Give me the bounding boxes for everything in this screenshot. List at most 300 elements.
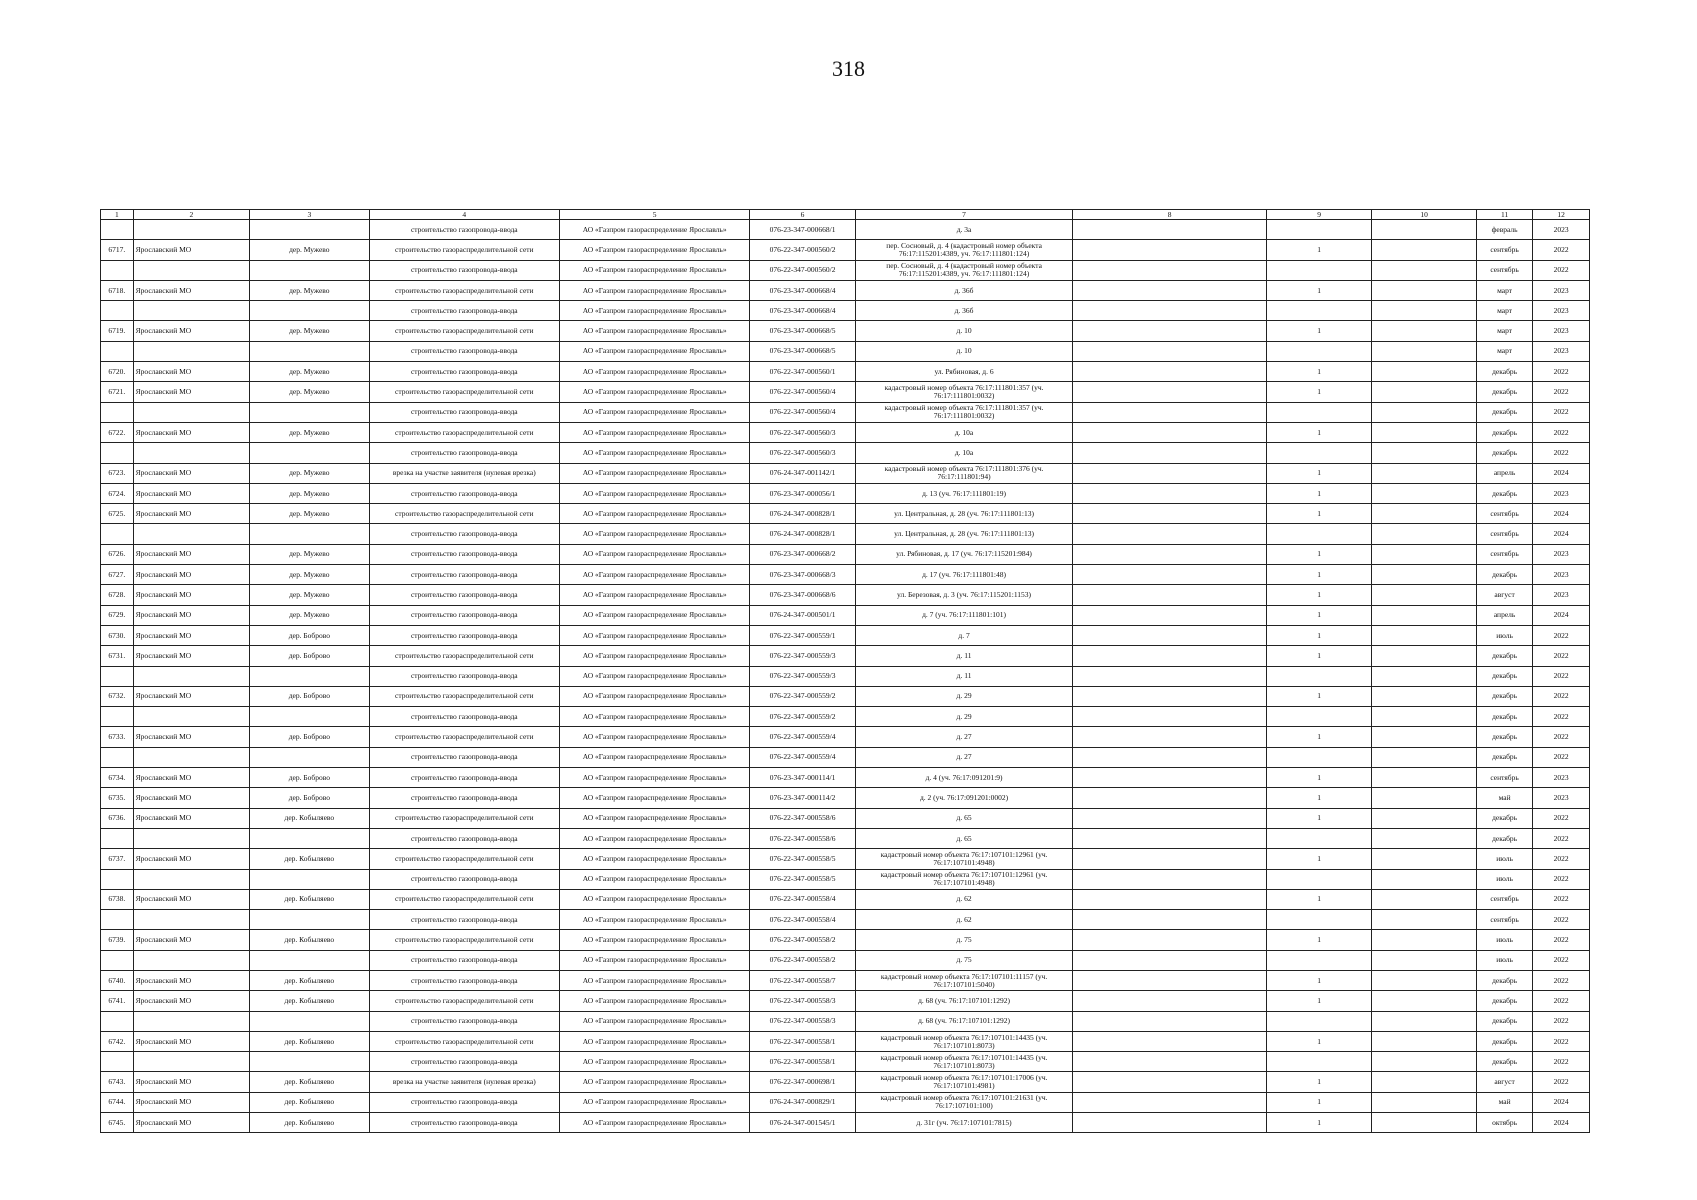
table-row (101, 1113, 1590, 1133)
table-cell-col-1: 6727. (101, 565, 134, 585)
table-cell-col-5: АО «Газпром газораспределение Ярославль» (559, 991, 749, 1011)
table-cell-col-12: 2022 (1533, 970, 1590, 990)
table-cell-col-2: Ярославский МО (133, 849, 249, 869)
table-cell-col-7: кадастровый номер объекта 76:17:107101:17006 (уч. 76:17:107101:4981) (855, 1072, 1073, 1092)
table-cell-col-4: строительство газораспределительной сети (369, 930, 559, 950)
table-row (101, 463, 1590, 483)
table-cell-col-7: д. 7 (855, 625, 1073, 645)
table-row (101, 707, 1590, 727)
table-cell-col-9: 1 (1266, 788, 1372, 808)
table-cell-col-8 (1073, 362, 1267, 382)
table-cell-col-1 (101, 402, 134, 422)
table-cell-col-1 (101, 707, 134, 727)
table-cell-col-2: Ярославский МО (133, 585, 249, 605)
table-cell-col-8 (1073, 747, 1267, 767)
table-cell-col-1 (101, 666, 134, 686)
table-cell-col-4: строительство газопровода-ввода (369, 524, 559, 544)
table-cell-col-9: 1 (1266, 321, 1372, 341)
table-cell-col-9 (1266, 524, 1372, 544)
table-cell-col-9: 1 (1266, 422, 1372, 442)
table-cell-col-5: АО «Газпром газораспределение Ярославль» (559, 260, 749, 280)
table-cell-col-6: 076-22-347-000560/4 (750, 382, 856, 402)
table-cell-col-3: дер. Кобыляево (250, 930, 370, 950)
table-row (101, 585, 1590, 605)
table-cell-col-11: апрель (1476, 463, 1533, 483)
table-cell-col-10 (1372, 524, 1476, 544)
table-cell-col-5: АО «Газпром газораспределение Ярославль» (559, 808, 749, 828)
table-cell-col-3 (250, 524, 370, 544)
table-cell-col-8 (1073, 301, 1267, 321)
table-cell-col-1: 6731. (101, 646, 134, 666)
table-cell-col-12: 2024 (1533, 504, 1590, 524)
table-cell-col-10 (1372, 1052, 1476, 1072)
table-cell-col-2: Ярославский МО (133, 970, 249, 990)
table-cell-col-5: АО «Газпром газораспределение Ярославль» (559, 727, 749, 747)
table-cell-col-4: строительство газопровода-ввода (369, 1092, 559, 1112)
table-cell-col-1: 6745. (101, 1113, 134, 1133)
table-cell-col-10 (1372, 686, 1476, 706)
table-cell-col-9 (1266, 1011, 1372, 1031)
table-cell-col-10 (1372, 422, 1476, 442)
page-number: 318 (832, 56, 865, 81)
table-cell-col-1: 6718. (101, 280, 134, 300)
table-cell-col-12: 2022 (1533, 1072, 1590, 1092)
table-cell-col-5: АО «Газпром газораспределение Ярославль» (559, 483, 749, 503)
table-cell-col-8 (1073, 646, 1267, 666)
table-cell-col-2: Ярославский МО (133, 808, 249, 828)
table-cell-col-11: декабрь (1476, 646, 1533, 666)
table-cell-col-2 (133, 1011, 249, 1031)
table-cell-col-7: д. 31г (уч. 76:17:107101:7815) (855, 1113, 1073, 1133)
table-cell-col-9 (1266, 402, 1372, 422)
table-cell-col-5: АО «Газпром газораспределение Ярославль» (559, 930, 749, 950)
table-cell-col-7: д. 29 (855, 707, 1073, 727)
table-cell-col-6: 076-24-347-001142/1 (750, 463, 856, 483)
table-cell-col-4: строительство газораспределительной сети (369, 991, 559, 1011)
table-cell-col-8 (1073, 280, 1267, 300)
table-cell-col-1 (101, 950, 134, 970)
table-cell-col-6: 076-22-347-000558/7 (750, 970, 856, 990)
table-cell-col-11: декабрь (1476, 808, 1533, 828)
table-cell-col-2 (133, 341, 249, 361)
table-cell-col-2 (133, 402, 249, 422)
table-cell-col-3: дер. Мужево (250, 544, 370, 564)
table-cell-col-12: 2022 (1533, 646, 1590, 666)
table-cell-col-11: декабрь (1476, 1011, 1533, 1031)
table-cell-col-12: 2022 (1533, 402, 1590, 422)
table-cell-col-6: 076-24-347-000828/1 (750, 504, 856, 524)
table-cell-col-7: кадастровый номер объекта 76:17:107101:11157 (уч. 76:17:107101:5040) (855, 970, 1073, 990)
table-cell-col-9: 1 (1266, 1092, 1372, 1112)
table-cell-col-7: ул. Березовая, д. 3 (уч. 76:17:115201:1153) (855, 585, 1073, 605)
table-cell-col-5: АО «Газпром газораспределение Ярославль» (559, 220, 749, 240)
table-cell-col-10 (1372, 220, 1476, 240)
table-cell-col-3: дер. Боброво (250, 727, 370, 747)
table-row (101, 504, 1590, 524)
table-cell-col-2 (133, 301, 249, 321)
table-cell-col-11: декабрь (1476, 707, 1533, 727)
table-cell-col-7: д. 27 (855, 747, 1073, 767)
table-cell-col-6: 076-22-347-000559/3 (750, 666, 856, 686)
table-cell-col-9: 1 (1266, 1113, 1372, 1133)
column-header-2: 2 (133, 210, 249, 220)
table-cell-col-12: 2024 (1533, 1092, 1590, 1112)
table-cell-col-7: д. 10 (855, 341, 1073, 361)
table-cell-col-11: сентябрь (1476, 889, 1533, 909)
table-row (101, 483, 1590, 503)
header-row (101, 210, 1590, 220)
table-cell-col-7: д. 62 (855, 889, 1073, 909)
table-cell-col-11: сентябрь (1476, 504, 1533, 524)
table-cell-col-11: февраль (1476, 220, 1533, 240)
table-cell-col-8 (1073, 443, 1267, 463)
table-cell-col-4: строительство газопровода-ввода (369, 666, 559, 686)
table-cell-col-5: АО «Газпром газораспределение Ярославль» (559, 544, 749, 564)
table-cell-col-7: кадастровый номер объекта 76:17:107101:14435 (уч. 76:17:107101:8073) (855, 1052, 1073, 1072)
table-cell-col-6: 076-22-347-000560/4 (750, 402, 856, 422)
table-cell-col-3: дер. Боброво (250, 625, 370, 645)
table-cell-col-11: декабрь (1476, 686, 1533, 706)
table-cell-col-8 (1073, 585, 1267, 605)
table-cell-col-3: дер. Мужево (250, 240, 370, 260)
table-cell-col-12: 2022 (1533, 686, 1590, 706)
table-cell-col-4: строительство газопровода-ввода (369, 483, 559, 503)
table-cell-col-2 (133, 910, 249, 930)
table-cell-col-12: 2023 (1533, 788, 1590, 808)
table-cell-col-6: 076-22-347-000560/3 (750, 422, 856, 442)
table-cell-col-12: 2022 (1533, 747, 1590, 767)
table-cell-col-3: дер. Мужево (250, 585, 370, 605)
table-cell-col-1: 6740. (101, 970, 134, 990)
table-cell-col-5: АО «Газпром газораспределение Ярославль» (559, 1052, 749, 1072)
table-row (101, 443, 1590, 463)
table-cell-col-1: 6728. (101, 585, 134, 605)
table-cell-col-12: 2022 (1533, 808, 1590, 828)
table-cell-col-11: декабрь (1476, 991, 1533, 1011)
table-cell-col-1: 6734. (101, 768, 134, 788)
table-cell-col-6: 076-23-347-000056/1 (750, 483, 856, 503)
table-cell-col-1: 6732. (101, 686, 134, 706)
table-cell-col-12: 2024 (1533, 463, 1590, 483)
table-cell-col-9: 1 (1266, 727, 1372, 747)
table-cell-col-8 (1073, 991, 1267, 1011)
table-cell-col-4: строительство газопровода-ввода (369, 1113, 559, 1133)
table-row (101, 605, 1590, 625)
table-cell-col-12: 2022 (1533, 625, 1590, 645)
table-cell-col-5: АО «Газпром газораспределение Ярославль» (559, 1092, 749, 1112)
table-cell-col-6: 076-23-347-000668/5 (750, 321, 856, 341)
table-cell-col-3: дер. Боброво (250, 788, 370, 808)
table-cell-col-9: 1 (1266, 768, 1372, 788)
table-row (101, 362, 1590, 382)
table-row (101, 1031, 1590, 1051)
table-cell-col-8 (1073, 625, 1267, 645)
table-cell-col-4: строительство газораспределительной сети (369, 321, 559, 341)
table-cell-col-3: дер. Боброво (250, 646, 370, 666)
table-cell-col-5: АО «Газпром газораспределение Ярославль» (559, 321, 749, 341)
table-cell-col-7: д. 10 (855, 321, 1073, 341)
table-cell-col-7: д. 11 (855, 666, 1073, 686)
table-cell-col-3: дер. Мужево (250, 605, 370, 625)
table-cell-col-1: 6723. (101, 463, 134, 483)
table-cell-col-3: дер. Мужево (250, 362, 370, 382)
table-cell-col-2: Ярославский МО (133, 646, 249, 666)
table-cell-col-3 (250, 666, 370, 686)
table-cell-col-8 (1073, 666, 1267, 686)
table-cell-col-12: 2023 (1533, 220, 1590, 240)
table-cell-col-12: 2022 (1533, 828, 1590, 848)
table-cell-col-3 (250, 260, 370, 280)
column-header-9: 9 (1266, 210, 1372, 220)
table-row (101, 828, 1590, 848)
table-cell-col-8 (1073, 382, 1267, 402)
table-cell-col-2: Ярославский МО (133, 321, 249, 341)
table-cell-col-8 (1073, 1072, 1267, 1092)
table-cell-col-10 (1372, 1031, 1476, 1051)
table-cell-col-12: 2022 (1533, 240, 1590, 260)
table-cell-col-1: 6722. (101, 422, 134, 442)
table-cell-col-6: 076-24-347-000829/1 (750, 1092, 856, 1112)
table-cell-col-1 (101, 828, 134, 848)
table-cell-col-11: март (1476, 301, 1533, 321)
table-row (101, 686, 1590, 706)
table-cell-col-4: строительство газораспределительной сети (369, 727, 559, 747)
table-cell-col-10 (1372, 849, 1476, 869)
table-cell-col-8 (1073, 1052, 1267, 1072)
column-header-6: 6 (750, 210, 856, 220)
table-cell-col-8 (1073, 565, 1267, 585)
column-header-4: 4 (369, 210, 559, 220)
table-cell-col-7: ул. Центральная, д. 28 (уч. 76:17:111801:13) (855, 524, 1073, 544)
table-cell-col-8 (1073, 483, 1267, 503)
table-cell-col-11: сентябрь (1476, 768, 1533, 788)
table-row (101, 301, 1590, 321)
table-cell-col-12: 2022 (1533, 950, 1590, 970)
table-cell-col-12: 2022 (1533, 849, 1590, 869)
table-cell-col-12: 2023 (1533, 280, 1590, 300)
table-cell-col-3 (250, 301, 370, 321)
column-header-1: 1 (101, 210, 134, 220)
table-cell-col-6: 076-23-347-000668/4 (750, 301, 856, 321)
table-cell-col-9: 1 (1266, 625, 1372, 645)
table-cell-col-2: Ярославский МО (133, 930, 249, 950)
table-cell-col-5: АО «Газпром газораспределение Ярославль» (559, 625, 749, 645)
table-cell-col-8 (1073, 727, 1267, 747)
table-cell-col-5: АО «Газпром газораспределение Ярославль» (559, 382, 749, 402)
table-cell-col-12: 2023 (1533, 341, 1590, 361)
gasification-table-container (100, 209, 1590, 1133)
table-cell-col-2 (133, 666, 249, 686)
table-cell-col-10 (1372, 707, 1476, 727)
table-cell-col-10 (1372, 991, 1476, 1011)
table-cell-col-5: АО «Газпром газораспределение Ярославль» (559, 1011, 749, 1031)
table-cell-col-7: д. 65 (855, 828, 1073, 848)
table-cell-col-1 (101, 1052, 134, 1072)
table-cell-col-9 (1266, 260, 1372, 280)
table-cell-col-10 (1372, 463, 1476, 483)
table-cell-col-4: строительство газопровода-ввода (369, 585, 559, 605)
table-body (101, 220, 1590, 1133)
table-cell-col-5: АО «Газпром газораспределение Ярославль» (559, 970, 749, 990)
table-cell-col-11: декабрь (1476, 443, 1533, 463)
table-cell-col-3: дер. Кобыляево (250, 1092, 370, 1112)
table-cell-col-1 (101, 747, 134, 767)
table-cell-col-2: Ярославский МО (133, 1072, 249, 1092)
table-cell-col-9 (1266, 341, 1372, 361)
table-cell-col-2: Ярославский МО (133, 788, 249, 808)
table-cell-col-6: 076-24-347-001545/1 (750, 1113, 856, 1133)
table-cell-col-3: дер. Кобыляево (250, 970, 370, 990)
table-row (101, 341, 1590, 361)
table-cell-col-4: строительство газораспределительной сети (369, 504, 559, 524)
table-cell-col-2: Ярославский МО (133, 463, 249, 483)
table-cell-col-11: сентябрь (1476, 910, 1533, 930)
column-header-3: 3 (250, 210, 370, 220)
table-cell-col-4: строительство газораспределительной сети (369, 889, 559, 909)
table-cell-col-6: 076-23-347-000668/1 (750, 220, 856, 240)
table-cell-col-4: строительство газопровода-ввода (369, 625, 559, 645)
table-cell-col-5: АО «Газпром газораспределение Ярославль» (559, 788, 749, 808)
table-cell-col-6: 076-22-347-000559/2 (750, 707, 856, 727)
table-cell-col-11: декабрь (1476, 565, 1533, 585)
table-cell-col-6: 076-24-347-000501/1 (750, 605, 856, 625)
table-row (101, 1092, 1590, 1112)
table-cell-col-10 (1372, 483, 1476, 503)
table-cell-col-8 (1073, 463, 1267, 483)
table-cell-col-3: дер. Боброво (250, 768, 370, 788)
table-cell-col-9: 1 (1266, 889, 1372, 909)
table-cell-col-2: Ярославский МО (133, 544, 249, 564)
table-cell-col-10 (1372, 443, 1476, 463)
table-cell-col-1: 6744. (101, 1092, 134, 1112)
table-cell-col-3: дер. Мужево (250, 422, 370, 442)
table-cell-col-8 (1073, 768, 1267, 788)
table-cell-col-4: строительство газораспределительной сети (369, 280, 559, 300)
table-cell-col-6: 076-24-347-000828/1 (750, 524, 856, 544)
table-cell-col-7: кадастровый номер объекта 76:17:107101:14435 (уч. 76:17:107101:8073) (855, 1031, 1073, 1051)
table-cell-col-3 (250, 828, 370, 848)
table-cell-col-4: строительство газораспределительной сети (369, 382, 559, 402)
table-cell-col-7: д. 13 (уч. 76:17:111801:19) (855, 483, 1073, 503)
table-cell-col-12: 2023 (1533, 565, 1590, 585)
table-cell-col-6: 076-22-347-000559/1 (750, 625, 856, 645)
gasification-table (100, 209, 1590, 1133)
table-cell-col-2 (133, 950, 249, 970)
table-cell-col-8 (1073, 402, 1267, 422)
table-row (101, 422, 1590, 442)
table-cell-col-2 (133, 1052, 249, 1072)
table-cell-col-1 (101, 341, 134, 361)
table-cell-col-9 (1266, 220, 1372, 240)
table-cell-col-4: строительство газопровода-ввода (369, 788, 559, 808)
table-cell-col-6: 076-22-347-000558/3 (750, 991, 856, 1011)
table-cell-col-3: дер. Мужево (250, 382, 370, 402)
table-cell-col-8 (1073, 240, 1267, 260)
table-cell-col-5: АО «Газпром газораспределение Ярославль» (559, 849, 749, 869)
table-cell-col-7: д. 11 (855, 646, 1073, 666)
table-cell-col-4: строительство газопровода-ввода (369, 260, 559, 280)
table-row (101, 930, 1590, 950)
table-cell-col-3 (250, 220, 370, 240)
table-cell-col-2: Ярославский МО (133, 686, 249, 706)
table-row (101, 565, 1590, 585)
table-row (101, 950, 1590, 970)
table-row (101, 991, 1590, 1011)
table-cell-col-1 (101, 524, 134, 544)
table-cell-col-12: 2022 (1533, 1011, 1590, 1031)
table-cell-col-12: 2022 (1533, 422, 1590, 442)
table-cell-col-5: АО «Газпром газораспределение Ярославль» (559, 1031, 749, 1051)
table-cell-col-5: АО «Газпром газораспределение Ярославль» (559, 910, 749, 930)
table-cell-col-7: д. 62 (855, 910, 1073, 930)
table-cell-col-5: АО «Газпром газораспределение Ярославль» (559, 524, 749, 544)
table-cell-col-12: 2023 (1533, 301, 1590, 321)
table-row (101, 402, 1590, 422)
table-cell-col-5: АО «Газпром газораспределение Ярославль» (559, 565, 749, 585)
table-cell-col-5: АО «Газпром газораспределение Ярославль» (559, 422, 749, 442)
table-row (101, 220, 1590, 240)
table-cell-col-8 (1073, 544, 1267, 564)
table-cell-col-2: Ярославский МО (133, 991, 249, 1011)
table-row (101, 869, 1590, 889)
table-cell-col-7: д. 75 (855, 950, 1073, 970)
table-cell-col-2: Ярославский МО (133, 605, 249, 625)
table-cell-col-3 (250, 910, 370, 930)
table-cell-col-4: врезка на участке заявителя (нулевая врезка) (369, 463, 559, 483)
table-cell-col-5: АО «Газпром газораспределение Ярославль» (559, 1113, 749, 1133)
table-cell-col-6: 076-23-347-000668/6 (750, 585, 856, 605)
table-cell-col-5: АО «Газпром газораспределение Ярославль» (559, 646, 749, 666)
table-cell-col-5: АО «Газпром газораспределение Ярославль» (559, 747, 749, 767)
table-cell-col-1 (101, 869, 134, 889)
table-cell-col-7: кадастровый номер объекта 76:17:107101:12961 (уч. 76:17:107101:4948) (855, 849, 1073, 869)
table-cell-col-11: март (1476, 341, 1533, 361)
table-cell-col-1 (101, 910, 134, 930)
table-cell-col-6: 076-22-347-000558/1 (750, 1031, 856, 1051)
table-cell-col-9: 1 (1266, 544, 1372, 564)
table-row (101, 524, 1590, 544)
table-cell-col-4: строительство газопровода-ввода (369, 565, 559, 585)
table-cell-col-9: 1 (1266, 849, 1372, 869)
table-row (101, 808, 1590, 828)
table-cell-col-8 (1073, 1011, 1267, 1031)
table-cell-col-4: врезка на участке заявителя (нулевая врезка) (369, 1072, 559, 1092)
table-cell-col-4: строительство газопровода-ввода (369, 402, 559, 422)
table-cell-col-6: 076-22-347-000560/2 (750, 260, 856, 280)
table-cell-col-9: 1 (1266, 1031, 1372, 1051)
table-cell-col-7: д. 3а (855, 220, 1073, 240)
table-cell-col-6: 076-22-347-000558/4 (750, 889, 856, 909)
table-cell-col-1: 6717. (101, 240, 134, 260)
table-cell-col-2 (133, 443, 249, 463)
table-cell-col-9 (1266, 707, 1372, 727)
table-cell-col-4: строительство газопровода-ввода (369, 341, 559, 361)
table-cell-col-8 (1073, 707, 1267, 727)
table-cell-col-12: 2022 (1533, 382, 1590, 402)
table-cell-col-2 (133, 260, 249, 280)
table-cell-col-9: 1 (1266, 585, 1372, 605)
table-cell-col-5: АО «Газпром газораспределение Ярославль» (559, 869, 749, 889)
table-cell-col-1: 6733. (101, 727, 134, 747)
table-cell-col-7: кадастровый номер объекта 76:17:111801:376 (уч. 76:17:111801:94) (855, 463, 1073, 483)
table-cell-col-10 (1372, 341, 1476, 361)
table-cell-col-8 (1073, 1031, 1267, 1051)
table-cell-col-11: сентябрь (1476, 260, 1533, 280)
table-cell-col-11: декабрь (1476, 362, 1533, 382)
table-cell-col-10 (1372, 260, 1476, 280)
table-cell-col-3: дер. Кобыляево (250, 1113, 370, 1133)
table-cell-col-3 (250, 1011, 370, 1031)
